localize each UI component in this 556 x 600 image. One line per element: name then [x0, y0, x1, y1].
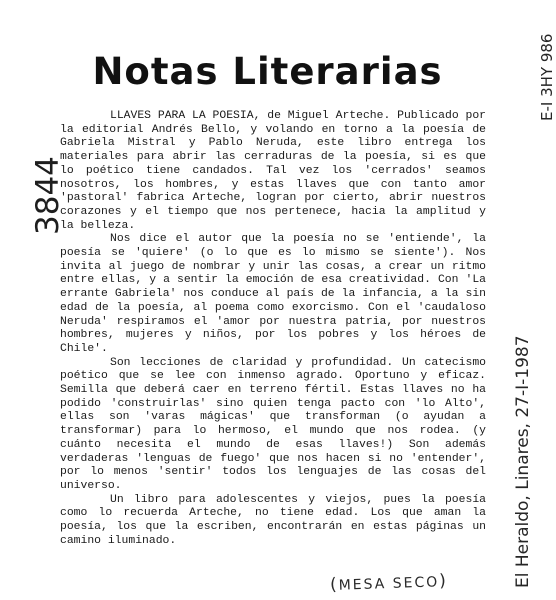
archive-number-handwritten: 3844 — [30, 156, 66, 235]
article-body — [60, 110, 486, 549]
clipping-title: Notas Literarias — [92, 50, 443, 93]
signoff-name: MESA SECO — [338, 574, 440, 594]
article-paragraph-2: Nos dice el autor que la poesía no se 'entiende', la poesía se 'quiere' (o lo que es lo mismo se siente'). Nos invita al juego de nombrar y unir las cosas, a crear un ritmo entre ellas, y a sentir la emoción de esa creatividad. Con 'La errante Gabriela' nos conduce al país de la infancia, a la sin edad de la poesía, al poema como exorcismo. Con el 'caudaloso Neruda' respiramos el 'amor por nuestra patria, por nuestros hombres, mujeres y niños, por los pobres y los héroes de Chile'. — [60, 233, 486, 355]
source-note-handwritten: El Heraldo, Linares, 27-I-1987 — [513, 335, 533, 588]
signoff-open-paren: ( — [329, 574, 340, 596]
author-signoff — [330, 571, 449, 595]
article-paragraph-4: Un libro para adolescentes y viejos, pues la poesía como lo recuerda Arteche, no tiene edad. Los que aman la poesía, los que la escriben, encontrarán en estas páginas un camino iluminado. — [60, 493, 486, 547]
signoff-close-paren: ) — [438, 570, 449, 592]
article-paragraph-3: Son lecciones de claridad y profundidad. Un catecismo poético que se lee con inmenso agrado. Oportuno y eficaz. Semilla que deberá caer en terreno fértil. Estas llaves no ha podido 'construirlas' sino quien tenga pacto con 'lo Alto', ellas son 'varas mágicas' que transforman (o ayudan a transformar) para lo hermoso, el mundo que nos rodea. (y cuánto necesita el mundo de esas llaves!) Son además verdaderas 'lenguas de fuego' que nos hacen si no 'entender', por lo menos 'sentir' todos los lenguajes de las cosas del universo. — [60, 356, 486, 492]
article-paragraph-1: LLAVES PARA LA POESIA, de Miguel Arteche. Publicado por la editorial Andrés Bello, y volando en torno a la poesía de Gabriela Mistral y Pablo Neruda, este libro entrega los materiales para abrir las cerraduras de la poesía, si es que lo poético tiene candados. Tal vez los 'cerrados' seamos nosotros, los hombres, y estas llaves que con tanto amor 'pastoral' fabrica Arteche, logran por cierto, abrir nuestros corazones y el tiempo que nos pertenece, hacia la amplitud y la belleza. — [60, 110, 486, 232]
corner-code-handwritten: E-I 3HY 986 — [538, 33, 556, 121]
